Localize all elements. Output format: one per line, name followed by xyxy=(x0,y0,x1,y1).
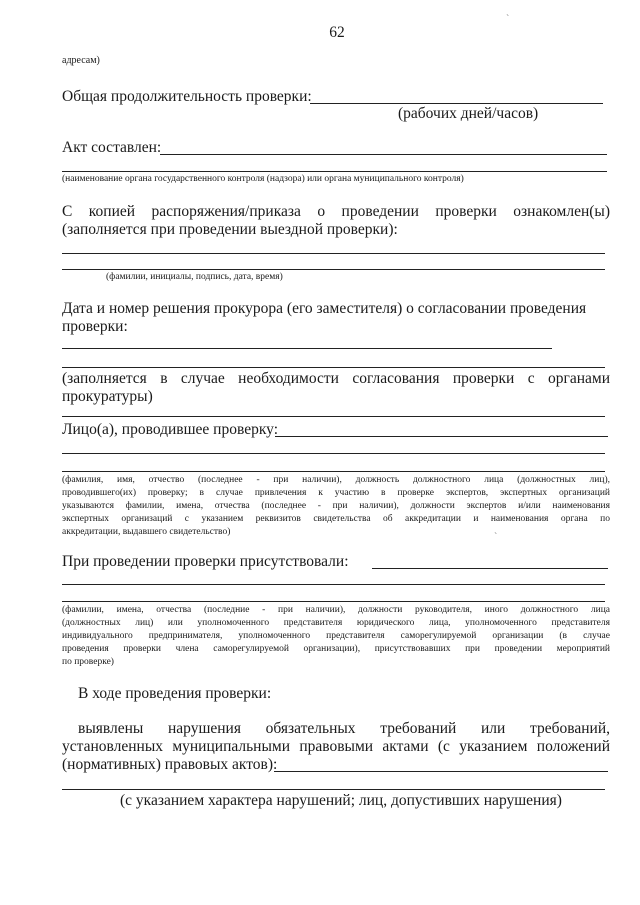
findings-heading: В ходе проведения проверки: xyxy=(78,685,272,702)
prosecutor-line1: Дата и номер решения прокурора (его заместителя) о согласовании проведения xyxy=(62,300,587,317)
inspector-line-b[interactable] xyxy=(62,453,605,454)
findings-line3: (нормативных) правовых актов): xyxy=(62,756,278,773)
acquaintance-line1: С копией распоряжения/приказа о проведении проверки ознакомлен(ы) xyxy=(62,203,610,220)
prosecutor-note-line2: прокуратуры) xyxy=(62,388,153,405)
findings-line-b[interactable] xyxy=(62,789,605,790)
scan-mark: ` xyxy=(506,14,510,25)
findings-line1: выявлены нарушения обязательных требований или требований, xyxy=(78,720,610,737)
inspector-caption-row: (фамилия, имя, отчество (последнее - при наличии), должность должностного лица (должностных лиц), xyxy=(62,475,610,485)
present-caption-row: (фамилии, имена, отчества (последние - при наличии), должности руководителя, иного должностного лица xyxy=(62,605,610,615)
inspector-caption-row: проводившего(их) проверку; в случае привлечения к участию в проверке экспертов, экспертных организаций xyxy=(62,488,610,498)
inspector-caption-row: экспертных организаций с указанием реквизитов свидетельства об аккредитации и наименования органа по xyxy=(62,514,610,524)
acquaintance-line-b[interactable] xyxy=(62,269,605,270)
act-compiled-label: Акт составлен: xyxy=(62,139,162,156)
present-line-b[interactable] xyxy=(62,584,605,585)
page-number: 62 xyxy=(329,24,345,41)
findings-line2: установленных муниципальными правовыми актами (с указанием положений xyxy=(62,738,610,755)
inspector-line-c[interactable] xyxy=(62,471,605,472)
inspector-line-top[interactable] xyxy=(62,416,605,417)
inspector-caption xyxy=(62,474,610,539)
act-compiled-caption: (наименование органа государственного контроля (надзора) или органа муниципального контроля) xyxy=(62,174,464,184)
present-label: При проведении проверки присутствовали: xyxy=(62,553,349,570)
prosecutor-note-line1: (заполняется в случае необходимости согласования проверки с органами xyxy=(62,370,610,387)
inspector-caption-row: указываются фамилии, имена, отчества (последнее - при наличии), должности экспертов и/или наименования xyxy=(62,501,610,511)
inspector-label: Лицо(а), проводившее проверку: xyxy=(62,421,279,438)
duration-caption: (рабочих дней/часов) xyxy=(398,105,539,122)
findings-line[interactable] xyxy=(274,771,608,772)
present-line[interactable] xyxy=(372,568,608,569)
acquaintance-line2: (заполняется при проведении выездной проверки): xyxy=(62,221,398,238)
present-line-c[interactable] xyxy=(62,601,605,602)
findings-caption: (с указанием характера нарушений; лиц, допустивших нарушения) xyxy=(120,792,562,809)
present-caption-row: индивидуального предпринимателя, уполномоченного представителя саморегулируемой организации (в случае xyxy=(62,631,610,641)
present-caption-row: проведения проверки члена саморегулируемой организации), присутствовавших при проведении мероприятий xyxy=(62,644,610,654)
inspector-line[interactable] xyxy=(275,436,608,437)
prosecutor-line-b[interactable] xyxy=(62,367,605,368)
duration-label: Общая продолжительность проверки: xyxy=(62,88,312,105)
duration-line[interactable] xyxy=(310,103,603,104)
prosecutor-line-a[interactable] xyxy=(62,348,552,349)
present-caption-row: (должностных лиц) или уполномоченного представителя юридического лица, уполномоченного представителя xyxy=(62,618,610,628)
scan-mark: ` xyxy=(494,532,498,543)
acquaintance-caption: (фамилии, инициалы, подпись, дата, время) xyxy=(106,272,283,282)
act-compiled-line-2[interactable] xyxy=(62,171,607,172)
act-compiled-line[interactable] xyxy=(160,154,607,155)
acquaintance-line-a[interactable] xyxy=(62,253,605,254)
inspector-caption-row: аккредитации, выдавшего свидетельство) xyxy=(62,527,231,537)
present-caption xyxy=(62,604,610,669)
prosecutor-line2: проверки: xyxy=(62,318,128,335)
present-caption-row: по проверке) xyxy=(62,657,114,667)
top-fragment: адресам) xyxy=(62,55,100,66)
